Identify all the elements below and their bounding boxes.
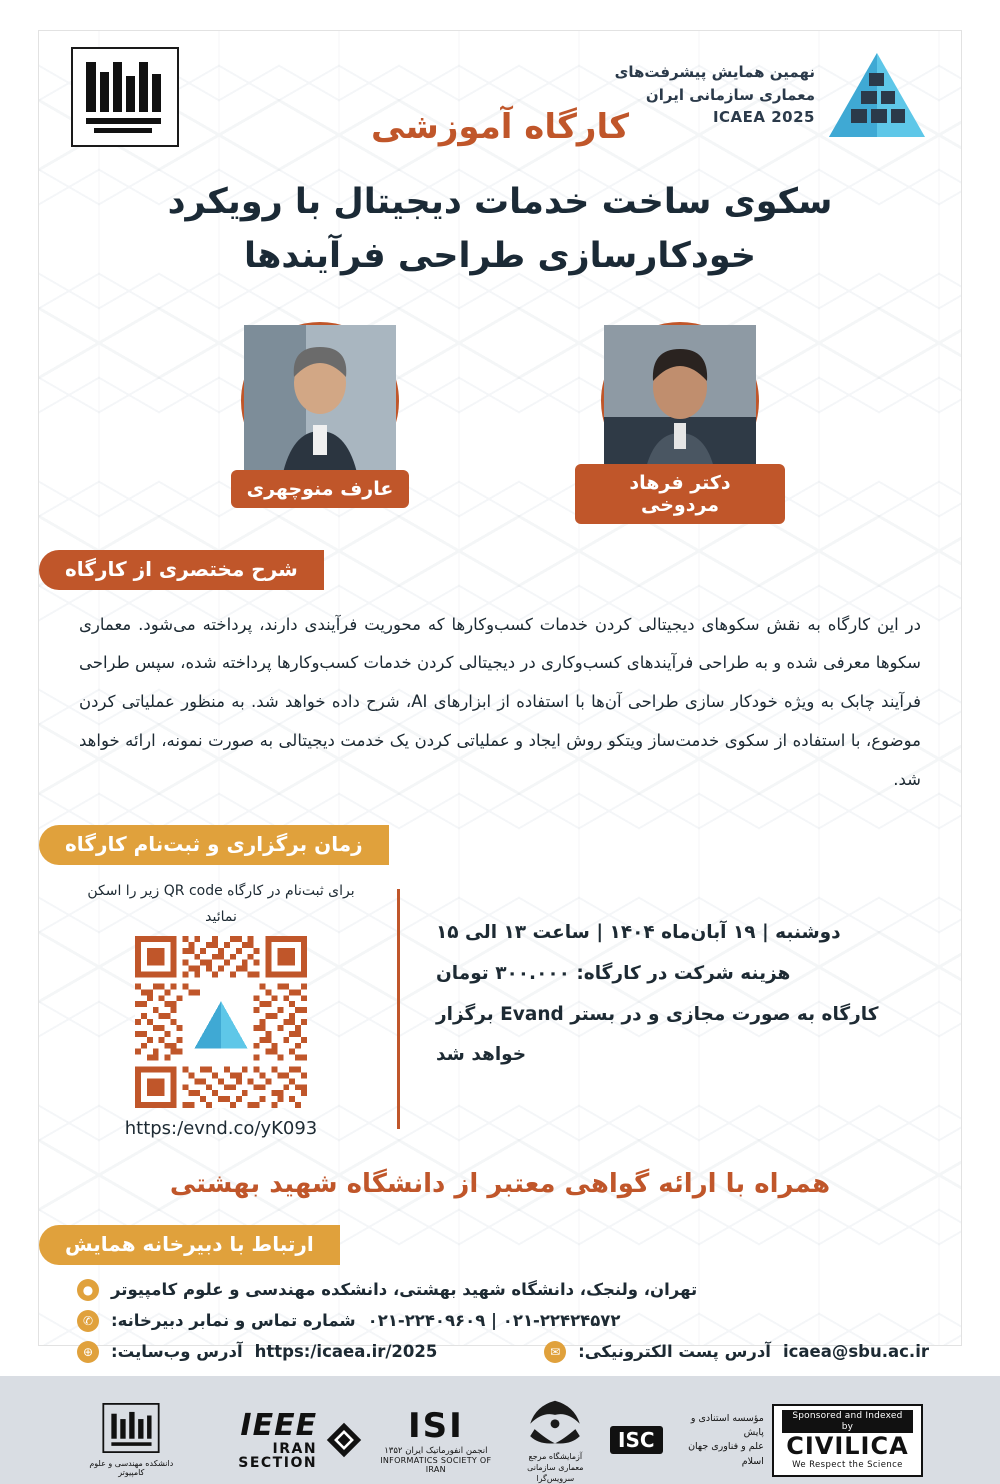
description-text: در این کارگاه به نقش سکوهای دیجیتالی کردن خدمات کسب‌وکارها که محوریت فرآیندی دارند، پرداخته می‌شود. معماری سکوها معرفی شده و به طراحی فرآیندهای کسب‌وکاری در دیجیتالی کردن خدمات کسب‌وکارها پرداخته شده، سپس طراحی فرآیند چابک به ویژه خودکار سازی طراحی آن‌ها با استفاده از ابزارهای AI، شرح داده خواهد شد. به منظور عملیاتی کردن موضوع، با استفاده از سکوی خدمت‌ساز ویتکو روش ایجاد و عملیاتی کردن یک خدمت دیجیتالی به صورت نمونه، ارائه خواهد شد.: [79, 614, 921, 789]
speaker-card: [575, 322, 785, 524]
conference-logo-line-3: ICAEA 2025: [712, 108, 815, 127]
certificate-note: همراه با ارائه گواهی معتبر از دانشگاه شهید بهشتی: [169, 1168, 831, 1199]
sbu-faculty-icon: [102, 1403, 160, 1453]
globe-icon: ⊕: [77, 1341, 99, 1363]
speaker-name: عارف منوچهری: [231, 470, 410, 508]
poster-content: [39, 31, 961, 1484]
soa-lab-line-2: معماری سازمانی سرویس‌گرا: [527, 1462, 584, 1484]
university-logo: [71, 47, 179, 147]
sponsor-sbu-faculty: [77, 1403, 186, 1477]
civilica-tagline: We Respect the Science: [792, 1459, 903, 1470]
ieee-section: IRAN SECTION: [238, 1440, 318, 1472]
registration-section: [71, 879, 929, 1138]
isc-fa-line-1: مؤسسه استنادی و پایش: [690, 1412, 764, 1439]
phone-icon: ✆: [77, 1310, 99, 1332]
schedule-heading: زمان برگزاری و ثبت‌نام کارگاه: [39, 825, 389, 865]
schedule-lines: [426, 879, 929, 1076]
isi-fa-text: انجمن انفورماتیک ایران ۱۳۵۲: [384, 1446, 488, 1457]
isi-en-text: INFORMATICS SOCIETY OF IRAN: [380, 1456, 492, 1475]
speaker-photo-1: [604, 325, 756, 477]
contact-email-label: آدرس پست الکترونیکی:: [578, 1342, 771, 1362]
contact-website-label: آدرس وب‌سایت:: [111, 1342, 243, 1362]
conference-logo-line-2: معماری سازمانی ایران: [645, 85, 815, 104]
qr-block: [71, 879, 371, 1138]
envelope-icon: ✉: [544, 1341, 566, 1363]
page-title: سکوی ساخت خدمات دیجیتال با رویکرد خودکارسازی طراحی فرآیندها: [167, 182, 833, 277]
vertical-divider: [397, 889, 400, 1128]
avatar: [241, 322, 399, 480]
conference-logo-text: [615, 61, 815, 129]
description-heading-bar: [65, 550, 929, 590]
sponsor-strip: [71, 1389, 929, 1484]
university-logo-icon: [80, 56, 170, 138]
sbu-faculty-caption: دانشکده مهندسی و علوم کامپیوتر: [89, 1459, 174, 1478]
isi-name: ISI: [407, 1406, 464, 1447]
speaker-card: [215, 322, 425, 524]
sponsor-soa-lab: [509, 1397, 602, 1484]
contact-row-phone: [77, 1310, 929, 1332]
description-heading: شرح مختصری از کارگاه: [39, 550, 324, 590]
civilica-top-text: Sponsored and Indexed by: [782, 1410, 913, 1433]
sponsor-isc: [610, 1412, 764, 1469]
speaker-photo-2: [244, 325, 396, 477]
location-pin-icon: ●: [77, 1279, 99, 1301]
registration-url[interactable]: https:/evnd.co/yK093: [124, 1117, 318, 1139]
sponsor-civilica: [772, 1404, 923, 1476]
poster-frame: [38, 30, 962, 1484]
contact-website[interactable]: https:/icaea.ir/2025: [254, 1342, 438, 1362]
sponsor-ieee: [194, 1410, 363, 1471]
contact-row-address: [77, 1279, 929, 1301]
contact-email[interactable]: icaea@sbu.ac.ir: [782, 1342, 929, 1362]
contact-email-group: [544, 1341, 929, 1363]
contact-address: تهران، ولنجک، دانشگاه شهید بهشتی، دانشکده مهندسی و علوم کامپیوتر: [111, 1280, 698, 1300]
schedule-line-price: هزینه شرکت در کارگاه: ۳۰۰.۰۰۰ تومان: [436, 963, 791, 985]
speakers-section: [71, 322, 929, 524]
contact-row-web-email: [77, 1341, 929, 1363]
conference-logo: [615, 47, 929, 143]
sponsor-isi: [371, 1406, 501, 1474]
ieee-diamond-icon: [325, 1421, 363, 1459]
schedule-line-platform: کارگاه به صورت مجازی و در بستر Evand برگزار خواهد شد: [436, 1003, 879, 1066]
contact-heading: ارتباط با دبیرخانه همایش: [39, 1225, 340, 1265]
contact-phone-label: شماره تماس و نمابر دبیرخانه:: [111, 1311, 356, 1331]
contact-heading-bar: [65, 1225, 929, 1265]
soa-lab-line-1: آزمایشگاه مرجع: [528, 1451, 583, 1461]
soa-lab-icon: [524, 1397, 586, 1447]
civilica-name: CIVILICA: [786, 1432, 909, 1461]
schedule-heading-bar: [65, 825, 929, 865]
isc-badge: ISC: [610, 1426, 663, 1454]
pyramid-icon: [825, 47, 929, 143]
avatar: [601, 322, 759, 480]
qr-caption: برای ثبت‌نام در کارگاه QR code زیر را اسکن نمائید: [87, 883, 355, 925]
workshop-kicker: کارگاه آموزشی: [371, 107, 629, 147]
speaker-name: دکتر فرهاد مردوخی: [575, 464, 785, 524]
contact-list: [71, 1279, 929, 1363]
ieee-name: IEEE: [240, 1408, 318, 1444]
isc-fa-line-2: علم و فناوری جهان اسلام: [688, 1441, 764, 1467]
qr-code[interactable]: [135, 936, 307, 1108]
conference-logo-line-1: نهمین همایش پیشرفت‌های: [614, 63, 815, 82]
schedule-line-date: دوشنبه | ۱۹ آبان‌ماه ۱۴۰۴ | ساعت ۱۳ الی ۱۵: [436, 922, 841, 944]
contact-website-group: [77, 1341, 437, 1363]
contact-phone: ۰۲۱-۲۲۴۲۴۵۷۲ | ۰۲۱-۲۲۴۰۹۶۰۹: [367, 1311, 621, 1331]
